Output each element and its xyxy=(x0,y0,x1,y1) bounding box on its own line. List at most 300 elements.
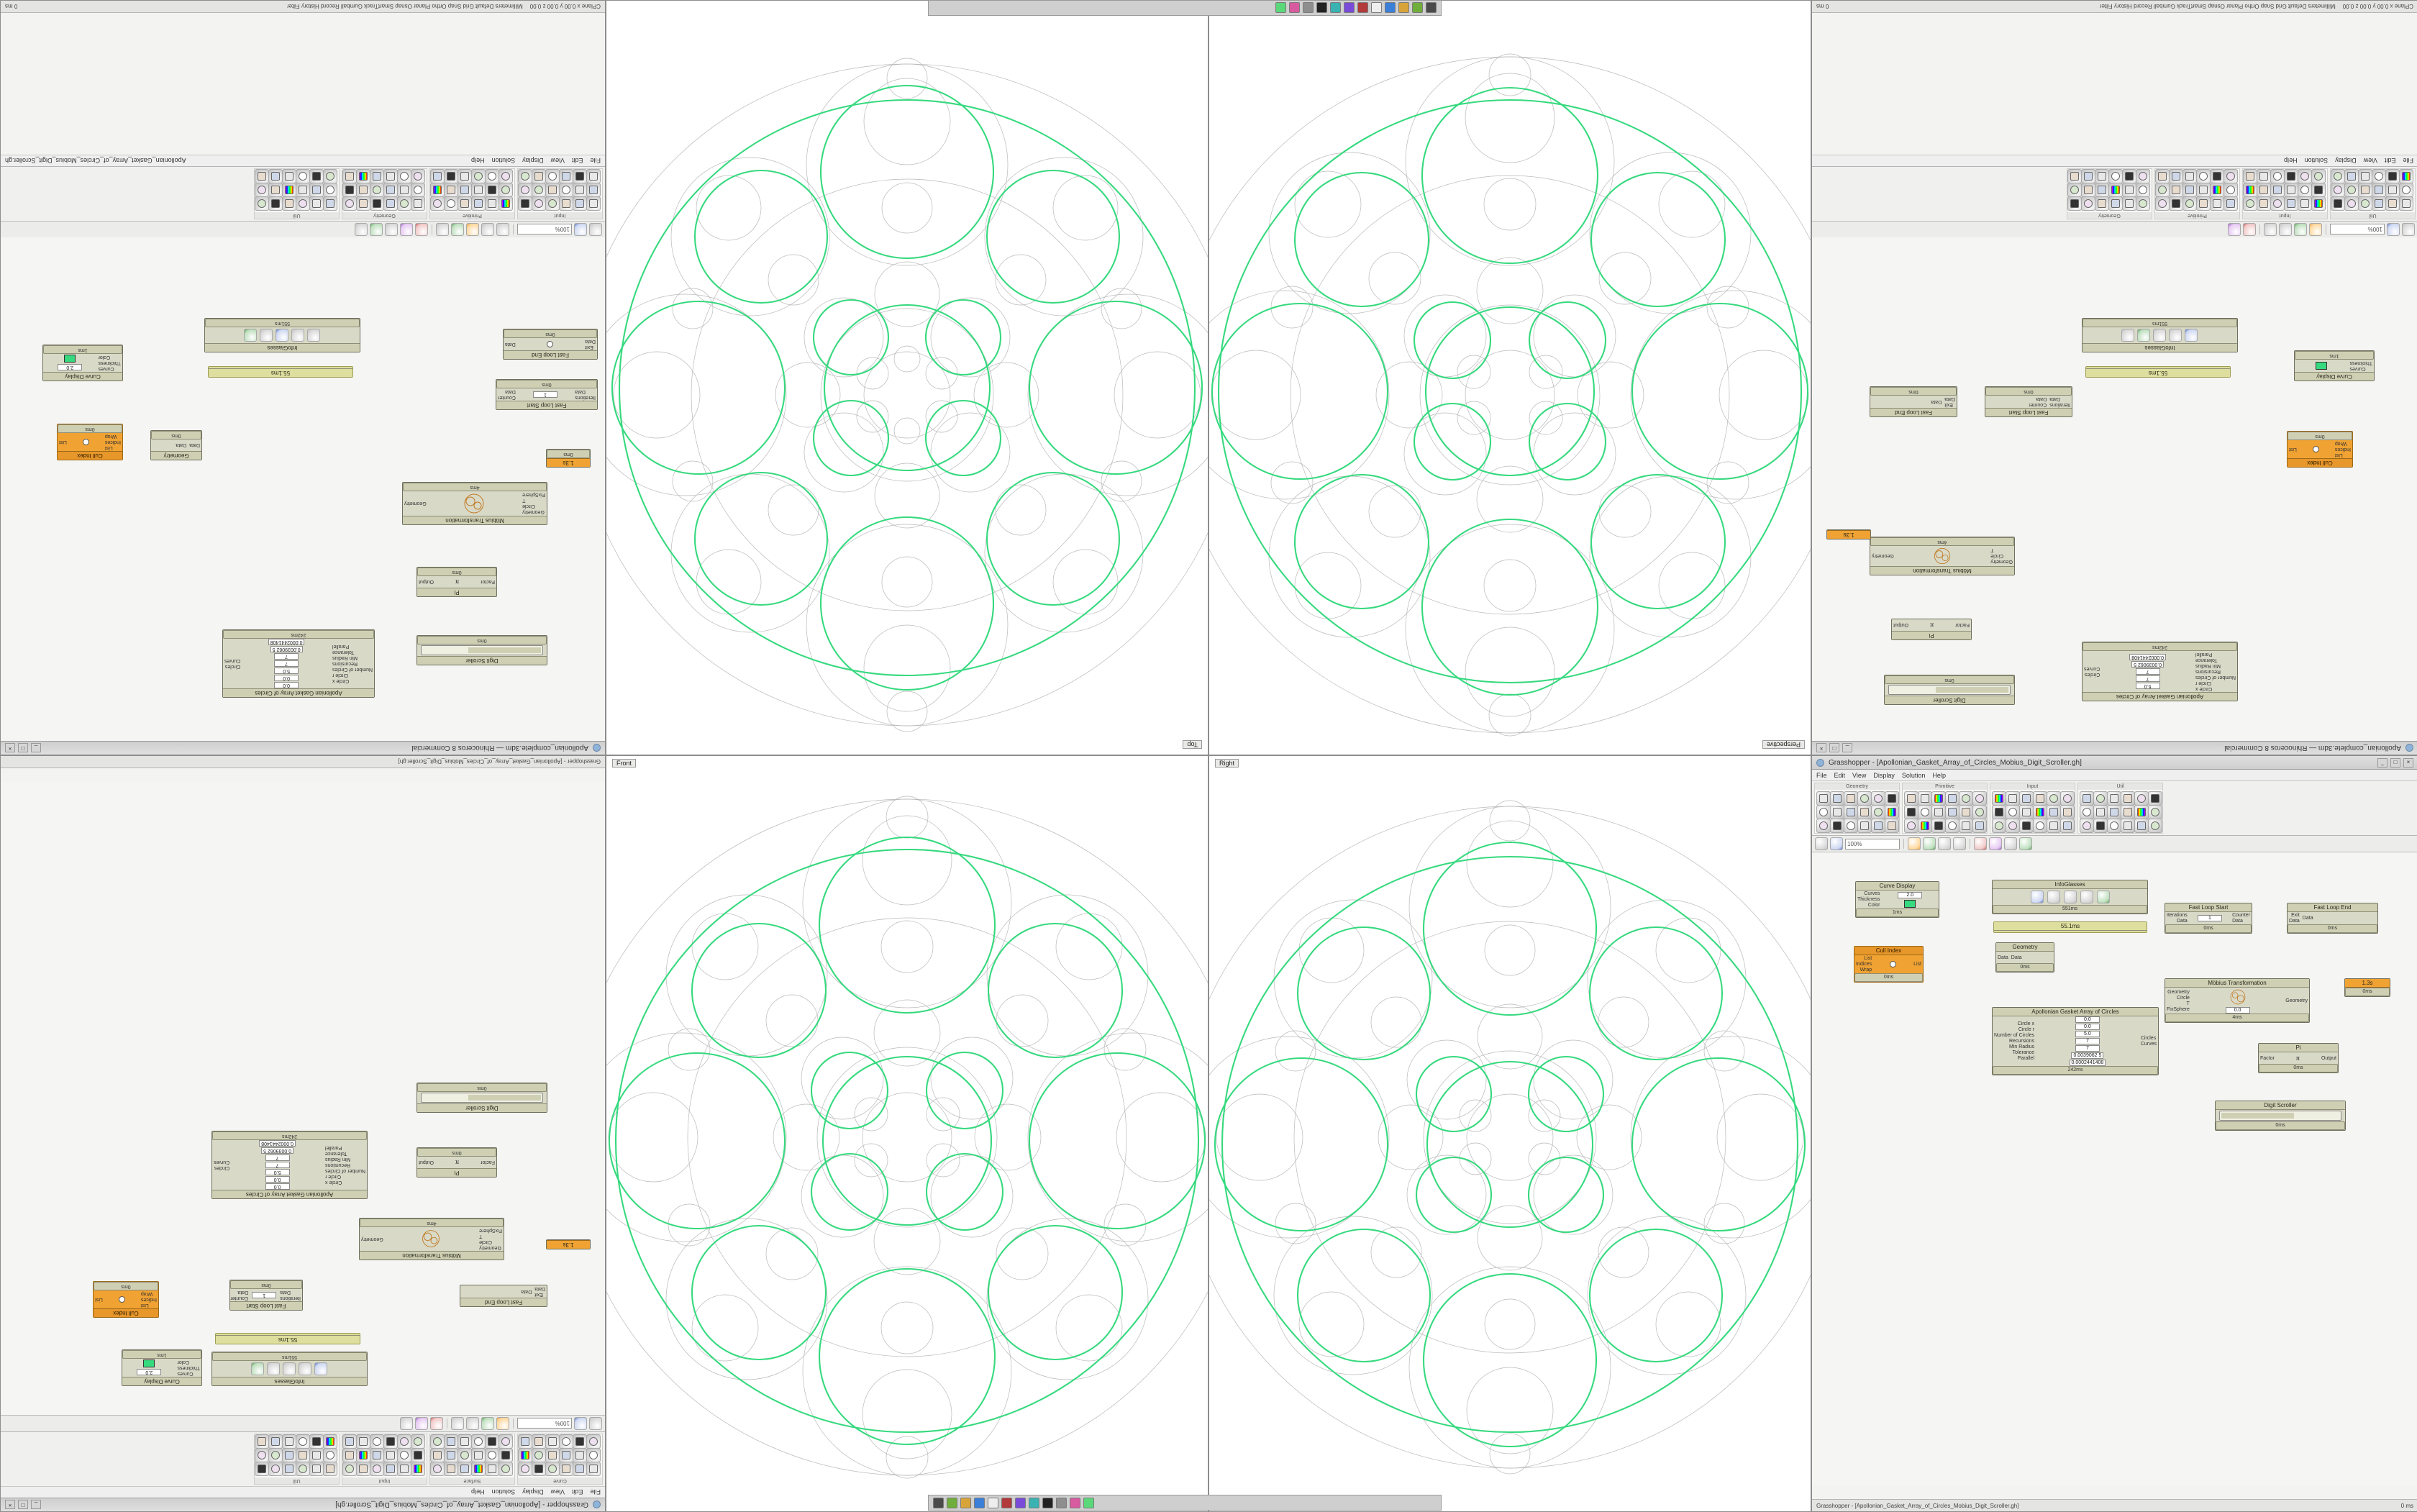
br-prim-icon-10[interactable] xyxy=(1945,805,1959,819)
util3-icon-13[interactable] xyxy=(2399,169,2413,183)
input-port-geometry[interactable]: Geometry xyxy=(1990,559,2013,565)
geom2-icon-11[interactable] xyxy=(2081,183,2095,197)
primitive-icon-5[interactable] xyxy=(444,196,458,211)
viewport-perspective[interactable] xyxy=(1208,0,1811,755)
infoglasses-icon-1[interactable] xyxy=(2031,891,2044,903)
component-number-slider[interactable] xyxy=(1826,529,1871,539)
color-swatch[interactable] xyxy=(2316,362,2327,370)
util3-icon-10[interactable] xyxy=(2358,183,2372,197)
value-tolerance[interactable]: 0.0002441408 xyxy=(268,639,305,645)
component-apollonian-gasket[interactable] xyxy=(222,629,375,698)
bake-icon[interactable] xyxy=(430,1417,443,1430)
menu-edit[interactable]: Edit xyxy=(571,1488,583,1496)
output-port-curves[interactable]: Curves xyxy=(2140,1042,2157,1047)
cull-knob[interactable] xyxy=(119,1296,125,1303)
param-icon-14[interactable] xyxy=(573,169,587,183)
geom2-icon-7[interactable] xyxy=(2136,183,2150,197)
geom2-icon-1[interactable] xyxy=(2136,196,2150,211)
input2-icon-18[interactable] xyxy=(2243,169,2257,183)
input-port-t[interactable]: T xyxy=(479,1234,483,1239)
menu-file[interactable]: File xyxy=(1816,771,1827,779)
value-recursions[interactable]: 7 xyxy=(2136,668,2160,675)
input2-icon-4[interactable] xyxy=(2270,196,2285,211)
util-icon-14[interactable] xyxy=(309,169,324,183)
menu-file[interactable]: File xyxy=(2403,157,2413,165)
zoom-icon[interactable] xyxy=(451,1417,464,1430)
value-tolerance[interactable]: 0.0002441408 xyxy=(2129,654,2166,660)
util3-icon-1[interactable] xyxy=(2399,196,2413,211)
ribbon[interactable] xyxy=(1812,166,2417,221)
menu-solution[interactable]: Solution xyxy=(491,1488,516,1496)
thickness-value[interactable]: 2.0 xyxy=(58,365,82,371)
input-port-data[interactable]: Data xyxy=(280,1290,291,1295)
geom2-icon-9[interactable] xyxy=(2108,183,2123,197)
component-mobius-transformation[interactable] xyxy=(2165,978,2310,1023)
geometry-icon-17[interactable] xyxy=(356,169,370,183)
value-min-radius[interactable]: 0.0039062 5 xyxy=(2071,1052,2103,1059)
br-geom-icon-14[interactable] xyxy=(1830,819,1844,833)
grasshopper-canvas[interactable] xyxy=(1812,852,2417,1485)
component-infoglasses[interactable] xyxy=(204,318,360,352)
input-port-geometry[interactable]: Data xyxy=(189,442,200,448)
zoom-field[interactable]: 100% xyxy=(2330,224,2385,235)
input-port-parallel[interactable]: Parallel xyxy=(2195,652,2213,657)
input-port-iterations[interactable]: Iterations xyxy=(280,1295,301,1301)
output-port-counter[interactable]: Counter xyxy=(498,395,516,400)
geom2-icon-4[interactable] xyxy=(2095,196,2109,211)
util2-icon-16[interactable] xyxy=(282,1434,296,1449)
br-prim-icon-15[interactable] xyxy=(1931,819,1946,833)
digit-scroller-track[interactable] xyxy=(421,645,543,655)
input-port-circle[interactable]: Circle xyxy=(2177,995,2190,1001)
br-util-icon-3[interactable] xyxy=(2107,791,2121,806)
browser-icon[interactable] xyxy=(974,1498,985,1508)
ribbon[interactable] xyxy=(1812,781,2417,836)
widget-icon[interactable] xyxy=(400,1417,413,1430)
input-port-circle-r[interactable]: Circle r xyxy=(324,1174,342,1179)
input-port-factor[interactable]: Factor xyxy=(481,579,495,585)
minimize-icon[interactable]: _ xyxy=(1842,744,1852,753)
br-in-icon-12[interactable] xyxy=(2060,805,2075,819)
titlebar[interactable] xyxy=(1,1498,605,1511)
surface-icon-17[interactable] xyxy=(444,1434,458,1449)
br-prim-icon-17[interactable] xyxy=(1959,819,1973,833)
component-fast-loop-start[interactable] xyxy=(1985,386,2072,417)
input-port-color[interactable]: Color xyxy=(177,1360,190,1365)
br-in-icon-16[interactable] xyxy=(2033,819,2047,833)
component-number-slider[interactable] xyxy=(546,449,591,468)
prim2-icon-4[interactable] xyxy=(2182,196,2197,211)
param-icon-5[interactable] xyxy=(532,196,546,211)
br-geom-icon-9[interactable] xyxy=(1844,805,1858,819)
prim2-icon-9[interactable] xyxy=(2196,183,2211,197)
br-geom-icon-3[interactable] xyxy=(1844,791,1858,806)
input-port-curves[interactable]: Curves xyxy=(98,366,114,371)
grasshopper-ribbon[interactable] xyxy=(1,166,605,221)
infoglasses-icon-5[interactable] xyxy=(2122,329,2135,342)
widget-icon[interactable] xyxy=(355,223,368,236)
input-port-number-of-circles[interactable]: Number of Circles xyxy=(2195,675,2236,680)
geometry-icon-14[interactable] xyxy=(397,169,411,183)
param-icon-3[interactable] xyxy=(559,196,573,211)
value-t[interactable]: 0.0 xyxy=(2226,1007,2250,1014)
util3-icon-12[interactable] xyxy=(2331,183,2345,197)
geom2-icon-12[interactable] xyxy=(2067,183,2082,197)
input-port-parallel[interactable]: Parallel xyxy=(332,644,350,649)
param-icon-12[interactable] xyxy=(518,183,532,197)
geometry-icon-15[interactable] xyxy=(383,169,398,183)
input-port-curves[interactable]: Curves xyxy=(177,1371,194,1376)
br-prim-icon-6[interactable] xyxy=(1972,791,1987,806)
input-port-wrap[interactable]: Wrap xyxy=(1860,967,1872,973)
solution-icon[interactable] xyxy=(1923,837,1936,850)
geom2-icon-15[interactable] xyxy=(2108,169,2123,183)
menu-help[interactable]: Help xyxy=(1932,771,1946,779)
br-geom-icon-8[interactable] xyxy=(1830,805,1844,819)
bake-icon[interactable] xyxy=(2243,223,2256,236)
input2-icon-6[interactable] xyxy=(2243,196,2257,211)
toolbar[interactable] xyxy=(1,1415,605,1431)
component-fast-loop-end[interactable] xyxy=(503,329,598,360)
menubar[interactable] xyxy=(1812,770,2417,781)
output-port-list[interactable]: List xyxy=(2289,447,2297,452)
icon-grid[interactable] xyxy=(1816,791,1898,832)
br-geom-icon-10[interactable] xyxy=(1857,805,1872,819)
infoglasses-icon-1[interactable] xyxy=(308,329,321,342)
output-port-circles[interactable]: Circles xyxy=(2084,672,2100,677)
surface-icon-12[interactable] xyxy=(430,1448,445,1462)
thickness-value[interactable]: 2.0 xyxy=(1898,892,1922,898)
geometry-icon-5[interactable] xyxy=(356,196,370,211)
output-port-data[interactable]: Data xyxy=(2302,916,2313,921)
input-port-exit[interactable]: Exit xyxy=(1944,402,1953,407)
infoglasses-icon-2[interactable] xyxy=(2047,891,2060,903)
input2-icon-14[interactable] xyxy=(2298,169,2312,183)
br-util-icon-5[interactable] xyxy=(2134,791,2149,806)
icon-grid[interactable] xyxy=(2157,170,2238,211)
menu-solution[interactable]: Solution xyxy=(491,157,516,165)
output-port-output[interactable]: Output xyxy=(419,1160,434,1165)
value-number-of-circles[interactable]: 7 xyxy=(2075,1038,2100,1044)
value-circle-r[interactable]: 5.0 xyxy=(2136,683,2160,689)
input-icon-13[interactable] xyxy=(411,1434,425,1449)
infoglasses-icon-1[interactable] xyxy=(2185,329,2198,342)
curve-icon-11[interactable] xyxy=(532,1448,546,1462)
input-port-exit[interactable]: Exit xyxy=(585,345,593,350)
menu-solution[interactable]: Solution xyxy=(1901,771,1926,779)
maximize-icon[interactable]: □ xyxy=(1829,744,1839,753)
param-icon-13[interactable] xyxy=(586,169,601,183)
input-port-wrap[interactable]: Wrap xyxy=(140,1291,153,1296)
component-curve-display[interactable] xyxy=(42,345,123,381)
br-in-icon-13[interactable] xyxy=(1992,819,2006,833)
infoglasses-icon-4[interactable] xyxy=(260,329,273,342)
br-geom-icon-7[interactable] xyxy=(1816,805,1831,819)
menu-edit[interactable]: Edit xyxy=(2384,157,2396,165)
input2-icon-10[interactable] xyxy=(2270,183,2285,197)
value-circle-r[interactable]: 5.0 xyxy=(274,668,299,674)
util3-icon-14[interactable] xyxy=(2385,169,2400,183)
input-port-indices[interactable]: Indices xyxy=(2334,447,2351,452)
output-port-curves[interactable]: Curves xyxy=(214,1160,230,1165)
infoglasses-icon-3[interactable] xyxy=(276,329,289,342)
br-prim-icon-3[interactable] xyxy=(1931,791,1946,806)
primitive-icon-16[interactable] xyxy=(458,169,472,183)
input-port-thickness[interactable]: Thickness xyxy=(1857,897,1880,902)
br-in-icon-18[interactable] xyxy=(2060,819,2075,833)
br-geom-icon-13[interactable] xyxy=(1816,819,1831,833)
component-pi[interactable] xyxy=(417,567,497,597)
viewport-front[interactable] xyxy=(606,755,1208,1512)
prim2-icon-17[interactable] xyxy=(2169,169,2183,183)
menu-display[interactable]: Display xyxy=(522,1488,544,1496)
curve-icon-13[interactable] xyxy=(586,1434,601,1449)
music-icon[interactable] xyxy=(1083,1498,1094,1508)
geom2-icon-2[interactable] xyxy=(2122,196,2136,211)
prim2-icon-12[interactable] xyxy=(2155,183,2170,197)
input-port-geometry[interactable]: Geometry xyxy=(479,1245,501,1250)
input-port-data[interactable]: Data xyxy=(585,339,596,344)
icon-grid[interactable] xyxy=(344,1436,425,1476)
value-number-of-circles[interactable]: 7 xyxy=(274,660,299,667)
br-util-icon-2[interactable] xyxy=(2093,791,2108,806)
infoglasses-icon-5[interactable] xyxy=(2097,891,2110,903)
output-port-circles[interactable]: Circles xyxy=(2140,1036,2157,1041)
surface-icon-16[interactable] xyxy=(458,1434,472,1449)
input-port-t[interactable]: T xyxy=(1990,547,1994,553)
geometry-icon-10[interactable] xyxy=(370,183,384,197)
infoglasses-icon-5[interactable] xyxy=(245,329,258,342)
output-port-geometry[interactable]: Geometry xyxy=(2285,998,2308,1003)
primitive-icon-2[interactable] xyxy=(485,196,499,211)
geometry-icon-6[interactable] xyxy=(342,196,357,211)
prim2-icon-3[interactable] xyxy=(2196,196,2211,211)
new-icon[interactable] xyxy=(1815,837,1828,850)
text-icon[interactable] xyxy=(988,1498,998,1508)
icon-grid[interactable] xyxy=(1992,791,2073,832)
component-curve-display[interactable] xyxy=(2294,350,2375,381)
pan-icon[interactable] xyxy=(481,223,494,236)
br-prim-icon-18[interactable] xyxy=(1972,819,1987,833)
sketch-icon[interactable] xyxy=(2019,837,2032,850)
input-icon-14[interactable] xyxy=(397,1434,411,1449)
value-tolerance[interactable]: 0.0002441408 xyxy=(259,1140,296,1147)
mail-icon[interactable] xyxy=(1029,1498,1039,1508)
primitive-icon-18[interactable] xyxy=(430,169,445,183)
util-icon-10[interactable] xyxy=(282,183,296,197)
util-icon-3[interactable] xyxy=(296,196,310,211)
primitive-icon-7[interactable] xyxy=(499,183,513,197)
prim2-icon-7[interactable] xyxy=(2223,183,2238,197)
solution-icon[interactable] xyxy=(451,223,464,236)
input2-icon-17[interactable] xyxy=(2257,169,2271,183)
primitive-icon-6[interactable] xyxy=(430,196,445,211)
util2-icon-3[interactable] xyxy=(296,1462,310,1476)
util2-icon-8[interactable] xyxy=(309,1448,324,1462)
curve-icon-9[interactable] xyxy=(559,1448,573,1462)
input-icon-7[interactable] xyxy=(411,1448,425,1462)
br-prim-icon-5[interactable] xyxy=(1959,791,1973,806)
util2-icon-14[interactable] xyxy=(309,1434,324,1449)
output-port-geometry[interactable]: Geometry xyxy=(404,501,427,506)
surface-icon-15[interactable] xyxy=(471,1434,486,1449)
input-port-min-radius[interactable]: Min Radius xyxy=(2195,663,2221,668)
geometry-icon-16[interactable] xyxy=(370,169,384,183)
curve-icon-18[interactable] xyxy=(518,1434,532,1449)
br-util-icon-8[interactable] xyxy=(2093,805,2108,819)
param-icon-18[interactable] xyxy=(518,169,532,183)
br-geom-icon-18[interactable] xyxy=(1885,819,1899,833)
geometry-icon-13[interactable] xyxy=(411,169,425,183)
component-fast-loop-start[interactable] xyxy=(2165,903,2252,934)
infoglasses-icon-3[interactable] xyxy=(2154,329,2167,342)
cluster-icon[interactable] xyxy=(415,1417,428,1430)
icon-grid[interactable] xyxy=(432,1436,513,1476)
input-port-fixsphere[interactable]: FixSphere xyxy=(479,1228,502,1233)
param-icon-6[interactable] xyxy=(518,196,532,211)
cull-knob[interactable] xyxy=(1890,961,1896,967)
util-icon-18[interactable] xyxy=(255,169,269,183)
solution-icon[interactable] xyxy=(2294,223,2307,236)
grasshopper-icon[interactable] xyxy=(947,1498,957,1508)
input2-icon-11[interactable] xyxy=(2257,183,2271,197)
param-icon-11[interactable] xyxy=(532,183,546,197)
component-digit-scroller[interactable] xyxy=(2215,1101,2346,1131)
input-port-circle-r[interactable]: Circle r xyxy=(332,673,349,678)
menu-edit[interactable]: Edit xyxy=(571,157,583,165)
widget-icon[interactable] xyxy=(2004,837,2017,850)
value-recursions[interactable]: 7 xyxy=(274,653,299,660)
prim2-icon-11[interactable] xyxy=(2169,183,2183,197)
input-icon-2[interactable] xyxy=(397,1462,411,1476)
component-number-slider[interactable] xyxy=(546,1239,591,1249)
util2-icon-15[interactable] xyxy=(296,1434,310,1449)
surface-icon-8[interactable] xyxy=(485,1448,499,1462)
output-port-list[interactable]: List xyxy=(59,440,67,445)
br-geom-icon-1[interactable] xyxy=(1816,791,1831,806)
thickness-value[interactable]: 2.0 xyxy=(137,1370,161,1376)
input-port-geometry[interactable]: Geometry xyxy=(2167,989,2190,995)
br-util-icon-9[interactable] xyxy=(2107,805,2121,819)
curve-icon-17[interactable] xyxy=(532,1434,546,1449)
icon-grid[interactable] xyxy=(519,1436,601,1476)
preview-icon[interactable] xyxy=(496,1417,509,1430)
input2-icon-8[interactable] xyxy=(2298,183,2312,197)
save-icon[interactable] xyxy=(2387,223,2400,236)
window-buttons[interactable] xyxy=(5,744,41,753)
value-circle-y[interactable]: 0.0 xyxy=(265,1176,290,1183)
br-geom-icon-12[interactable] xyxy=(1885,805,1899,819)
geometry-icon-12[interactable] xyxy=(342,183,357,197)
input-port-iterations[interactable]: Iterations xyxy=(575,395,596,400)
bake-icon[interactable] xyxy=(415,223,428,236)
surface-icon-3[interactable] xyxy=(471,1462,486,1476)
component-digit-scroller[interactable] xyxy=(417,635,547,665)
geometry-icon-11[interactable] xyxy=(356,183,370,197)
input-port-min-radius[interactable]: Min Radius xyxy=(324,1157,350,1162)
menu-file[interactable]: File xyxy=(590,157,601,165)
curve-icon-16[interactable] xyxy=(545,1434,560,1449)
util-icon-17[interactable] xyxy=(268,169,283,183)
settings-icon[interactable] xyxy=(1056,1498,1067,1508)
prim2-icon-14[interactable] xyxy=(2210,169,2224,183)
br-prim-icon-11[interactable] xyxy=(1959,805,1973,819)
ribbon[interactable] xyxy=(1,1431,605,1486)
component-curve-display[interactable] xyxy=(1855,881,1939,918)
util3-icon-9[interactable] xyxy=(2372,183,2386,197)
util-icon-7[interactable] xyxy=(323,183,337,197)
calc-icon[interactable] xyxy=(1344,3,1355,14)
component-curve-display[interactable] xyxy=(122,1349,202,1386)
value-number-of-circles[interactable]: 7 xyxy=(2136,675,2160,682)
cluster-icon[interactable] xyxy=(400,223,413,236)
infoglasses-icon-4[interactable] xyxy=(2138,329,2151,342)
new-icon[interactable] xyxy=(589,223,602,236)
output-port-geometry[interactable]: Geometry xyxy=(361,1237,383,1242)
util2-icon-7[interactable] xyxy=(323,1448,337,1462)
input-port-data[interactable]: Data xyxy=(575,389,586,394)
output-port-data[interactable]: Data xyxy=(521,1289,532,1294)
util3-icon-5[interactable] xyxy=(2344,196,2359,211)
util3-icon-16[interactable] xyxy=(2358,169,2372,183)
input-port-color[interactable]: Color xyxy=(98,355,111,360)
curve-icon-12[interactable] xyxy=(518,1448,532,1462)
menu-file[interactable]: File xyxy=(590,1488,601,1496)
input-port-circle-x[interactable]: Circle x xyxy=(324,1180,342,1185)
br-prim-icon-13[interactable] xyxy=(1904,819,1918,833)
br-geom-icon-15[interactable] xyxy=(1844,819,1858,833)
input-port-list[interactable]: List xyxy=(140,1303,149,1308)
value-min-radius[interactable]: 0.0039062 5 xyxy=(2131,661,2164,668)
color-swatch[interactable] xyxy=(143,1360,155,1368)
infoglasses-icon-3[interactable] xyxy=(283,1362,296,1375)
slider-value[interactable]: 1.3s xyxy=(547,1240,590,1249)
component-timer[interactable] xyxy=(215,1333,360,1344)
save-icon[interactable] xyxy=(574,223,587,236)
preview-icon[interactable] xyxy=(1908,837,1921,850)
component-geometry-param[interactable] xyxy=(150,430,202,460)
input-port-iterations[interactable]: Iterations xyxy=(2049,402,2070,407)
output-port-output[interactable]: Output xyxy=(2321,1055,2336,1061)
prim2-icon-2[interactable] xyxy=(2210,196,2224,211)
input-port-color[interactable]: Color xyxy=(1867,903,1880,908)
menu-display[interactable]: Display xyxy=(1873,771,1895,779)
input-port-circle-r[interactable]: Circle r xyxy=(2018,1027,2035,1032)
util-icon-11[interactable] xyxy=(268,183,283,197)
slider-value[interactable]: 1.3s xyxy=(547,458,590,467)
param-icon-9[interactable] xyxy=(559,183,573,197)
maximize-icon[interactable]: □ xyxy=(18,744,28,753)
input-port-data[interactable]: Data xyxy=(2177,919,2188,924)
component-apollonian-gasket[interactable] xyxy=(1992,1007,2159,1075)
output-port-curves[interactable]: Curves xyxy=(2084,666,2100,671)
input-port-data[interactable]: Data xyxy=(2049,396,2060,401)
util2-icon-1[interactable] xyxy=(323,1462,337,1476)
output-port-data[interactable]: Data xyxy=(505,342,516,347)
bake-icon[interactable] xyxy=(1974,837,1987,850)
input2-icon-12[interactable] xyxy=(2243,183,2257,197)
prim2-icon-15[interactable] xyxy=(2196,169,2211,183)
primitive-icon-10[interactable] xyxy=(458,183,472,197)
iterations-value[interactable]: 1 xyxy=(252,1292,276,1298)
color-swatch[interactable] xyxy=(64,355,76,363)
file-name-field[interactable]: 100% xyxy=(517,224,572,235)
value-circle-y[interactable]: 0.0 xyxy=(274,675,299,681)
titlebar[interactable] xyxy=(1812,741,2417,755)
component-mobius-transformation[interactable] xyxy=(402,482,547,525)
minimize-icon[interactable]: _ xyxy=(2377,758,2388,768)
input-port-exit[interactable]: Exit xyxy=(2291,913,2300,918)
